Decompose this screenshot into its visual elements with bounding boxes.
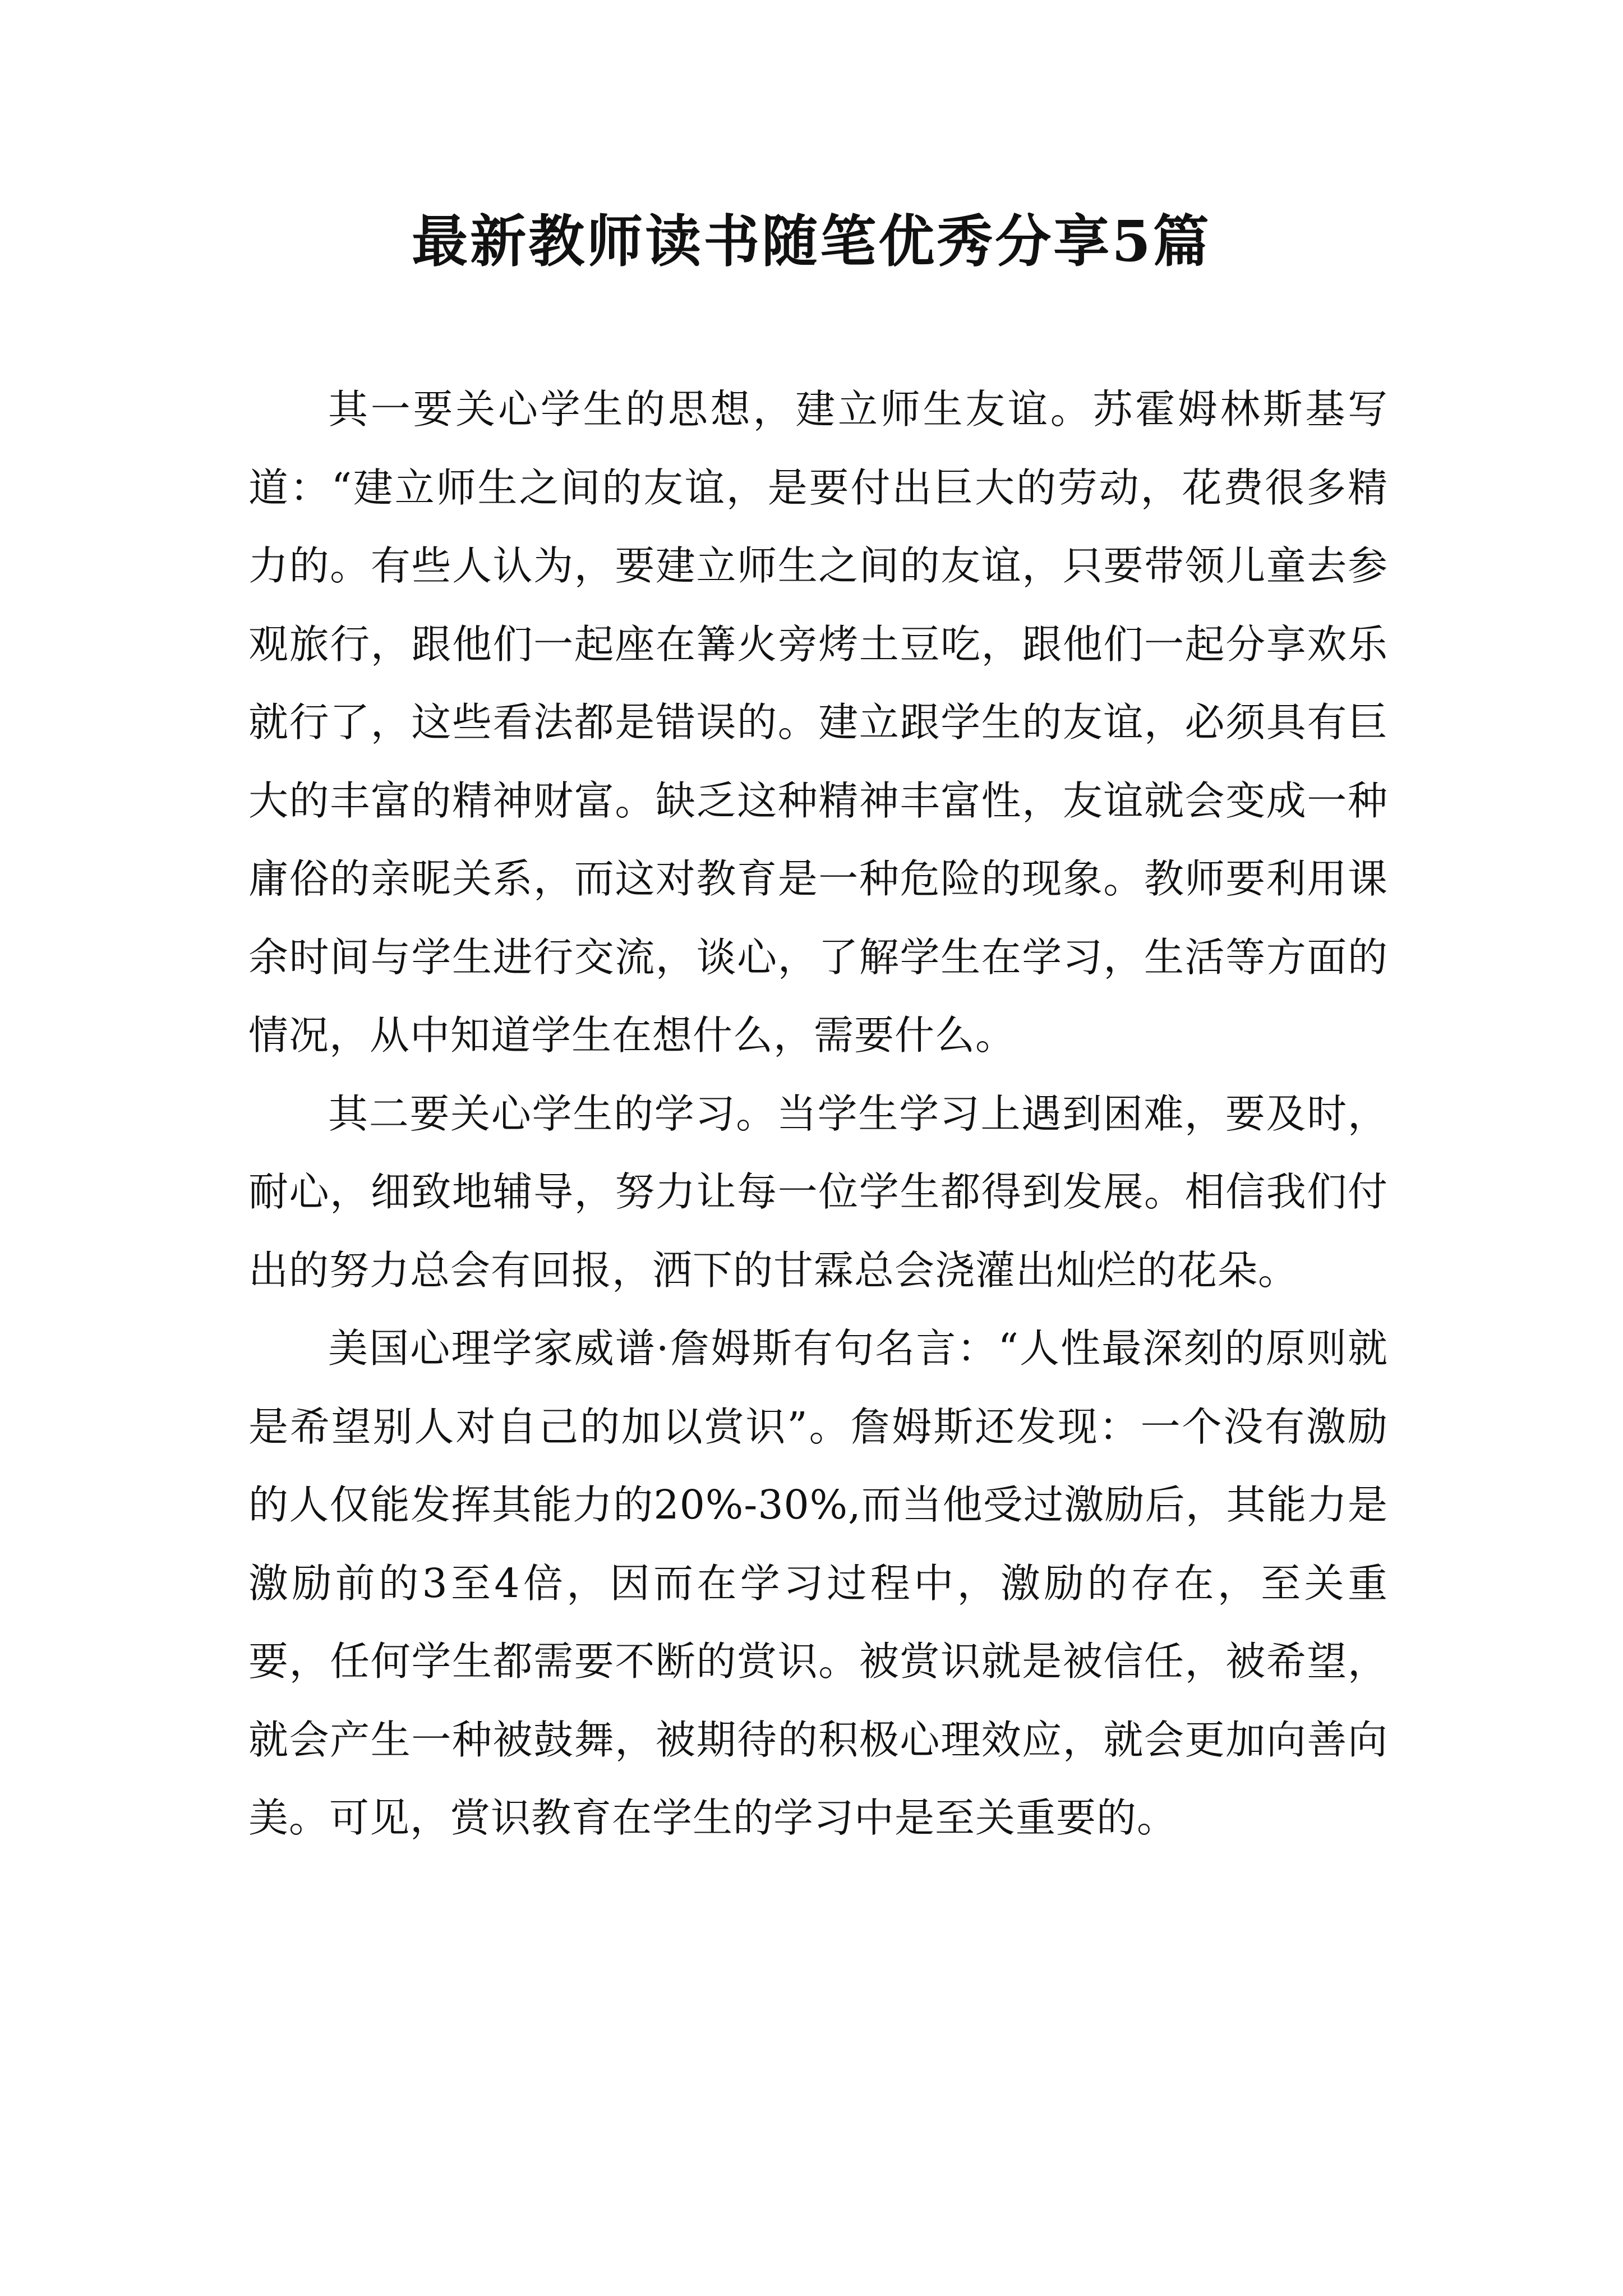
document-body bbox=[248, 370, 1388, 1857]
document-title: 最新教师读书随笔优秀分享5篇 bbox=[412, 208, 1211, 274]
paragraph-2: 其二要关心学生的学习。当学生学习上遇到困难，要及时，耐心，细致地辅导，努力让每一位学生都得到发展。相信我们付出的努力总会有回报，洒下的甘霖总会浇灌出灿烂的花朵。 bbox=[248, 1090, 1388, 1294]
paragraph-3: 美国心理学家威谱·詹姆斯有句名言：“人性最深刻的原则就是希望别人对自己的加以赏识”。詹姆斯还发现：一个没有激励的人仅能发挥其能力的20%-30%,而当他受过激励后，其能力是激励前的3至4倍，因而在学习过程中，激励的存在，至关重要，任何学生都需要不断的赏识。被赏识就是被信任，被希望，就会产生一种被鼓舞，被期待的积极心理效应，就会更加向善向美。可见，赏识教育在学生的学习中是至关重要的。 bbox=[248, 1325, 1388, 1841]
paragraph-1: 其一要关心学生的思想，建立师生友谊。苏霍姆林斯基写道：“建立师生之间的友谊，是要付出巨大的劳动，花费很多精力的。有些人认为，要建立师生之间的友谊，只要带领儿童去参观旅行，跟他们一起座在篝火旁烤土豆吃，跟他们一起分享欢乐就行了，这些看法都是错误的。建立跟学生的友谊，必须具有巨大的丰富的精神财富。缺乏这种精神丰富性，友谊就会变成一种庸俗的亲昵关系，而这对教育是一种危险的现象。教师要利用课余时间与学生进行交流，谈心，了解学生在学习，生活等方面的情况，从中知道学生在想什么，需要什么。 bbox=[248, 386, 1388, 1059]
